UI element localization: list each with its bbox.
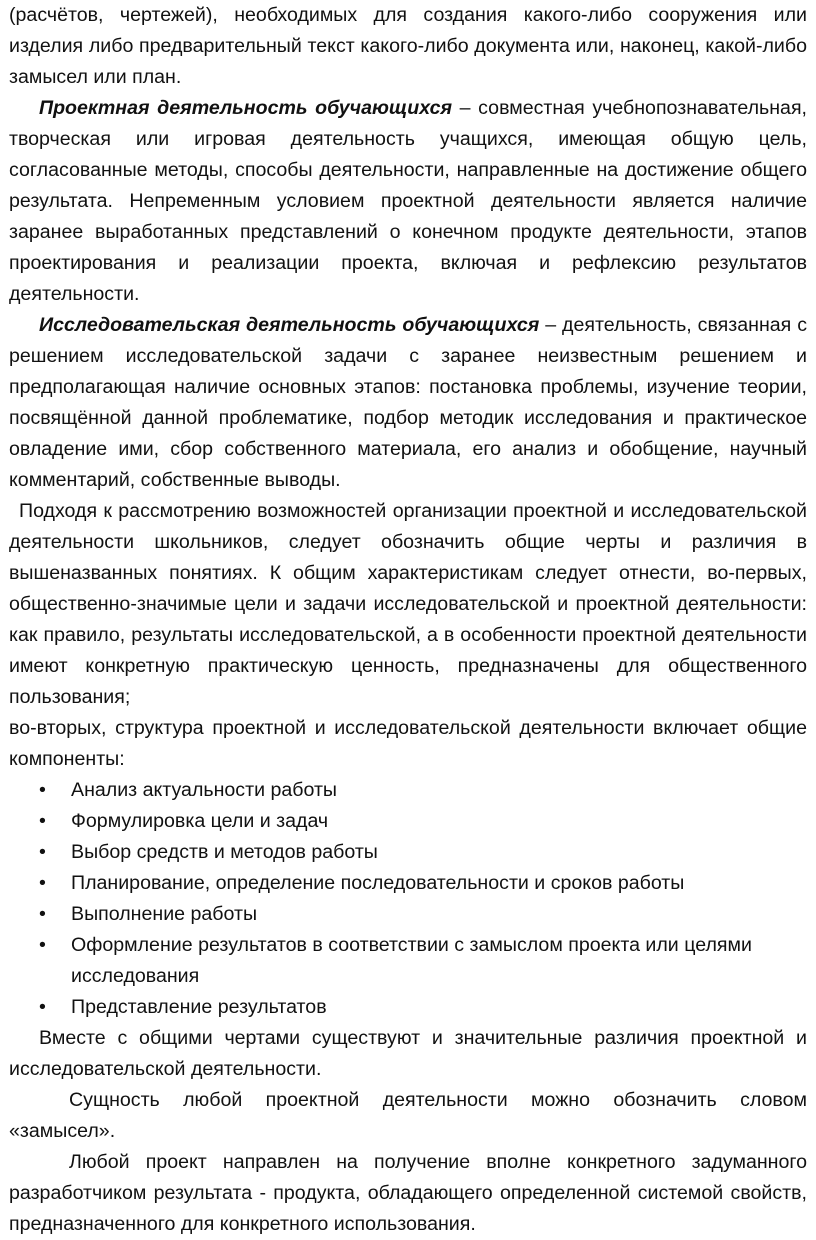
paragraph-differences: Вместе с общими чертами существуют и значительные различия проектной и исследовательской деятельности.: [9, 1027, 807, 1080]
list-item-text: Выполнение работы: [71, 903, 258, 925]
definition-project-activity: – совместная учебнопознавательная, творческая или игровая деятельность учащихся, имеющая общую цель, согласованные методы, способы деятельности, направленные на достижение общего результата. Непременным условием проектной деятельности является наличие заранее выработанных представлений о конечном продукте деятельности, этапов проектирования и реализации проекта, включая и рефлексию результатов деятельности.: [9, 97, 807, 305]
bullet-icon: •: [39, 841, 46, 863]
paragraph-intro-tail: (расчётов, чертежей), необходимых для создания какого-либо сооружения или изделия либо предварительный текст какого-либо документа или, наконец, какой-либо замысел или план.: [9, 4, 807, 88]
list-item: [9, 775, 807, 806]
list-item: [9, 992, 807, 1023]
list-item-text: Оформление результатов в соответствии с замыслом проекта или целями исследования: [71, 934, 752, 987]
paragraph-research-activity: [9, 310, 807, 496]
list-item: [9, 806, 807, 837]
bullet-icon: •: [39, 934, 46, 956]
paragraph-approach: Подходя к рассмотрению возможностей организации проектной и исследовательской деятельности школьников, следует обозначить общие черты и различия в вышеназванных понятиях. К общим характеристикам следует отнести, во-первых, общественно-значимые цели и задачи исследовательской и проектной деятельности: как правило, результаты исследовательской, а в особенности проектной деятельности имеют конкретную практическую ценность, предназначены для общественного пользования;: [9, 500, 807, 708]
paragraph-secondly: во-вторых, структура проектной и исследовательской деятельности включает общие компоненты:: [9, 717, 807, 770]
document-page: [9, 0, 807, 1240]
list-item: [9, 868, 807, 899]
bullet-icon: •: [39, 996, 46, 1018]
bullet-icon: •: [39, 779, 46, 801]
paragraph-any-project: Любой проект направлен на получение вполне конкретного задуманного разработчиком результата - продукта, обладающего определенной системой свойств, предназначенного для конкретного использования.: [9, 1151, 807, 1235]
components-list: [9, 775, 807, 1023]
list-item-text: Выбор средств и методов работы: [71, 841, 378, 863]
list-item-text: Планирование, определение последовательности и сроков работы: [71, 872, 685, 894]
list-item-text: Представление результатов: [71, 996, 327, 1018]
definition-research-activity: – деятельность, связанная с решением исследовательской задачи с заранее неизвестным решением и предполагающая наличие основных этапов: постановка проблемы, изучение теории, посвящённой данной проблематике, подбор методик исследования и практическое овладение ими, сбор собственного материала, его анализ и обобщение, научный комментарий, собственные выводы.: [9, 314, 807, 491]
bullet-icon: •: [39, 810, 46, 832]
list-item: [9, 837, 807, 868]
list-item-text: Анализ актуальности работы: [71, 779, 338, 801]
bullet-icon: •: [39, 872, 46, 894]
list-item: [9, 930, 807, 992]
list-item: [9, 899, 807, 930]
list-item-text: Формулировка цели и задач: [71, 810, 329, 832]
paragraph-essence: Сущность любой проектной деятельности можно обозначить словом «замысел».: [9, 1089, 807, 1142]
paragraph-project-activity: [9, 93, 807, 310]
term-project-activity: Проектная деятельность обучающихся: [39, 97, 453, 119]
bullet-icon: •: [39, 903, 46, 925]
term-research-activity: Исследовательская деятельность обучающихся: [39, 314, 540, 336]
